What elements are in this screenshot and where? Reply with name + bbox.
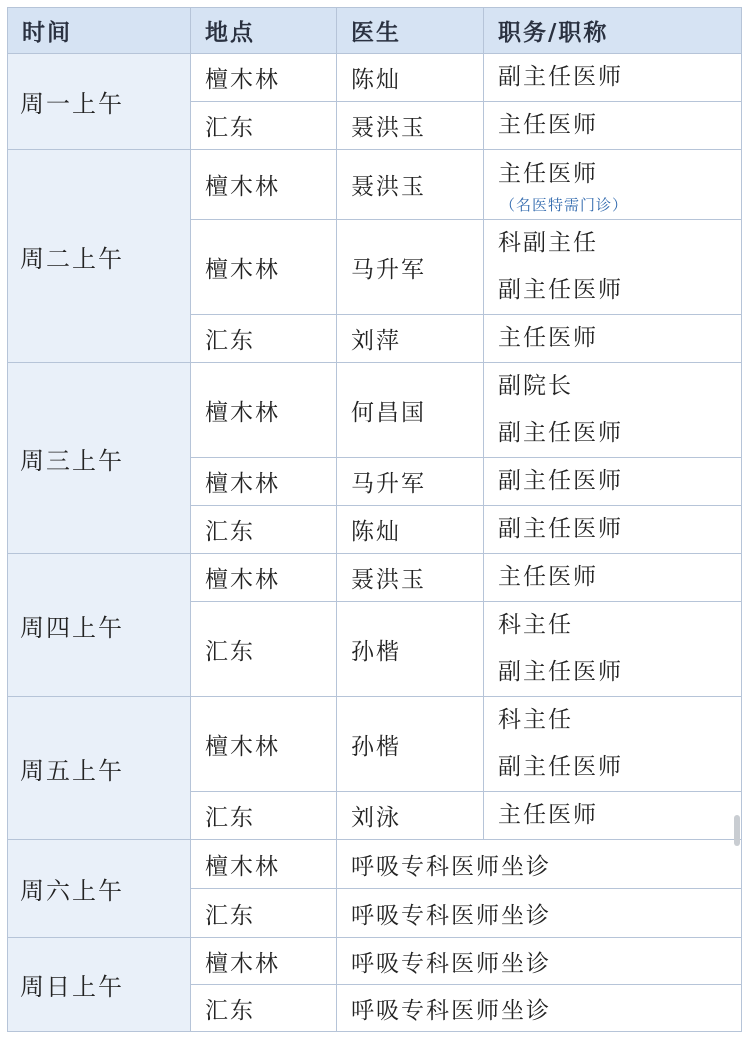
merged-doctor-cell: 呼吸专科医师坐诊 bbox=[337, 840, 742, 889]
title-cell bbox=[484, 150, 742, 220]
title-line: 科主任 bbox=[498, 707, 573, 733]
place-cell: 檀木林 bbox=[191, 150, 337, 220]
doctor-cell: 聂洪玉 bbox=[337, 554, 484, 602]
table-row bbox=[8, 150, 742, 220]
title-cell bbox=[484, 554, 742, 602]
place-cell: 汇东 bbox=[191, 985, 337, 1032]
table-header bbox=[8, 8, 742, 54]
title-line: 副主任医师 bbox=[498, 277, 623, 303]
title-line: 主任医师 bbox=[498, 112, 598, 138]
place-cell: 檀木林 bbox=[191, 840, 337, 889]
scrollbar-thumb[interactable] bbox=[734, 815, 740, 846]
title-cell bbox=[484, 602, 742, 697]
doctor-cell: 孙楷 bbox=[337, 602, 484, 697]
table-row bbox=[8, 54, 742, 102]
doctor-cell: 刘萍 bbox=[337, 315, 484, 363]
place-cell: 汇东 bbox=[191, 889, 337, 938]
merged-doctor-cell: 呼吸专科医师坐诊 bbox=[337, 985, 742, 1032]
doctor-cell: 何昌国 bbox=[337, 363, 484, 458]
header-row bbox=[8, 8, 742, 54]
doctor-cell: 马升军 bbox=[337, 458, 484, 506]
title-line: 主任医师 bbox=[498, 160, 598, 187]
schedule-sheet bbox=[7, 7, 741, 1032]
title-line: 副主任医师 bbox=[498, 64, 623, 90]
title-cell bbox=[484, 315, 742, 363]
day-cell: 周二上午 bbox=[8, 150, 191, 363]
clinic-schedule-table bbox=[7, 7, 742, 1032]
header-doctor: 医生 bbox=[337, 8, 484, 54]
merged-doctor-cell: 呼吸专科医师坐诊 bbox=[337, 889, 742, 938]
title-cell bbox=[484, 363, 742, 458]
title-line: 副主任医师 bbox=[498, 420, 623, 446]
doctor-cell: 孙楷 bbox=[337, 697, 484, 792]
place-cell: 汇东 bbox=[191, 792, 337, 840]
doctor-cell: 马升军 bbox=[337, 220, 484, 315]
place-cell: 汇东 bbox=[191, 102, 337, 150]
place-cell: 檀木林 bbox=[191, 697, 337, 792]
title-line: 科主任 bbox=[498, 612, 573, 638]
day-cell: 周一上午 bbox=[8, 54, 191, 150]
title-line: 副主任医师 bbox=[498, 659, 623, 685]
title-line: 副院长 bbox=[498, 373, 573, 399]
header-title: 职务/职称 bbox=[484, 8, 742, 54]
header-time: 时间 bbox=[8, 8, 191, 54]
title-note: （名医特需门诊） bbox=[500, 195, 629, 214]
title-cell bbox=[484, 697, 742, 792]
day-cell: 周四上午 bbox=[8, 554, 191, 697]
title-line: 主任医师 bbox=[498, 802, 598, 828]
merged-doctor-cell: 呼吸专科医师坐诊 bbox=[337, 938, 742, 985]
place-cell: 檀木林 bbox=[191, 938, 337, 985]
doctor-cell: 陈灿 bbox=[337, 54, 484, 102]
table-row bbox=[8, 938, 742, 985]
place-cell: 檀木林 bbox=[191, 54, 337, 102]
title-line: 科副主任 bbox=[498, 230, 598, 256]
place-cell: 汇东 bbox=[191, 602, 337, 697]
day-cell: 周五上午 bbox=[8, 697, 191, 840]
place-cell: 檀木林 bbox=[191, 363, 337, 458]
place-cell: 檀木林 bbox=[191, 458, 337, 506]
place-cell: 檀木林 bbox=[191, 220, 337, 315]
header-place: 地点 bbox=[191, 8, 337, 54]
table-row bbox=[8, 554, 742, 602]
table-body bbox=[8, 54, 742, 1032]
table-row bbox=[8, 363, 742, 458]
title-cell bbox=[484, 102, 742, 150]
title-cell bbox=[484, 54, 742, 102]
table-row bbox=[8, 840, 742, 889]
title-line: 副主任医师 bbox=[498, 754, 623, 780]
place-cell: 汇东 bbox=[191, 315, 337, 363]
doctor-cell: 刘泳 bbox=[337, 792, 484, 840]
title-cell bbox=[484, 220, 742, 315]
day-cell: 周三上午 bbox=[8, 363, 191, 554]
doctor-cell: 聂洪玉 bbox=[337, 102, 484, 150]
doctor-cell: 聂洪玉 bbox=[337, 150, 484, 220]
place-cell: 檀木林 bbox=[191, 554, 337, 602]
title-line: 副主任医师 bbox=[498, 468, 623, 494]
title-cell bbox=[484, 458, 742, 506]
doctor-cell: 陈灿 bbox=[337, 506, 484, 554]
table-row bbox=[8, 697, 742, 792]
place-cell: 汇东 bbox=[191, 506, 337, 554]
day-cell: 周六上午 bbox=[8, 840, 191, 938]
title-line: 副主任医师 bbox=[498, 516, 623, 542]
title-cell bbox=[484, 792, 742, 840]
day-cell: 周日上午 bbox=[8, 938, 191, 1032]
title-line: 主任医师 bbox=[498, 564, 598, 590]
title-cell bbox=[484, 506, 742, 554]
title-line: 主任医师 bbox=[498, 325, 598, 351]
